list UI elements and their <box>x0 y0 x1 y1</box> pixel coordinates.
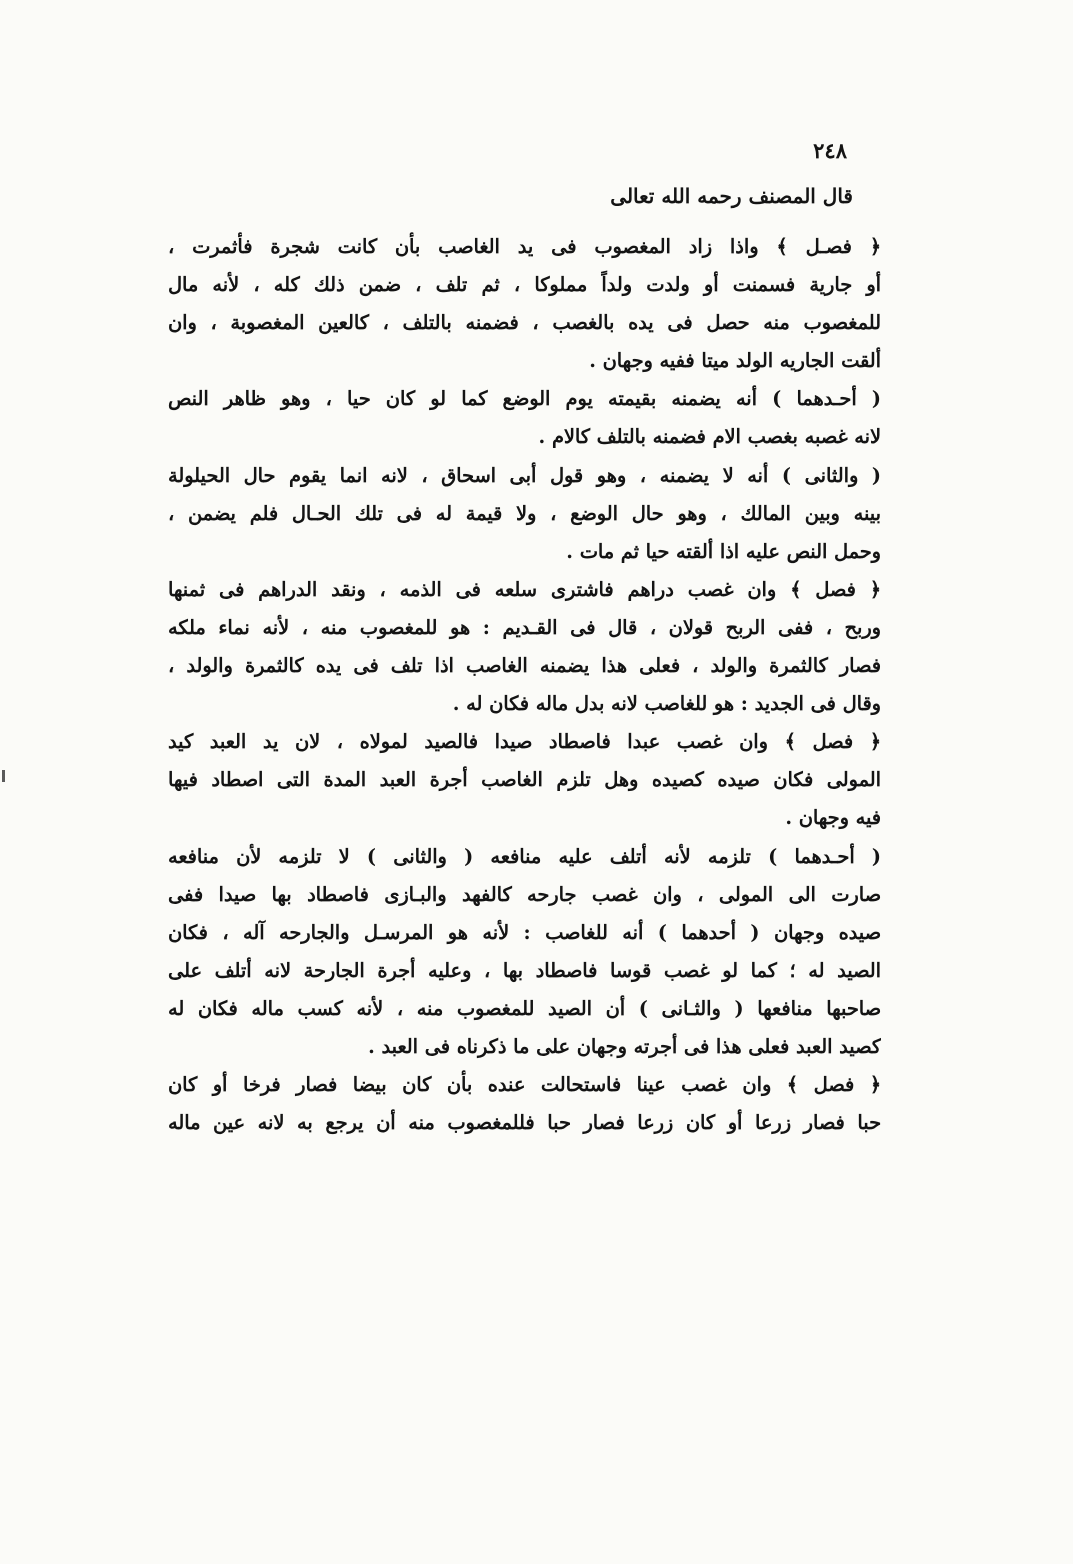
text-line: ﴿ فصل ﴾ وان غصب عينا فاستحالت عنده بأن كان بيضا فصار فرخا أو كان <box>168 1073 881 1097</box>
text-line: فيه وجهان . <box>785 806 881 830</box>
text-line: ﴿ فصل ﴾ وان غصب عبدا فاصطاد صيدا فالصيد لمولاه ، لان يد العبد كيد <box>168 730 881 754</box>
text-line: صيده وجهان ( أحدهما ) أنه للغاصب : لأنه هو المرسـل والجارحه آله ، فكان <box>168 920 881 944</box>
text-line: ﴿ فصل ﴾ وان غصب دراهم فاشترى سلعه فى الذمه ، ونقد الدراهم فى ثمنها <box>168 577 881 601</box>
text-line: ( أحـدهما ) أنه يضمنه بقيمته يوم الوضع كما لو كان حيا ، وهو ظاهر النص <box>168 387 881 411</box>
text-line: ( والثانى ) أنه لا يضمنه ، وهو قول أبى اسحاق ، لانه انما يقوم حال الحيلولة <box>168 463 881 487</box>
body-text <box>168 228 881 1142</box>
text-line: حبا فصار زرعا أو كان زرعا فصار حبا فللمغصوب منه أن يرجع به لانه عين ماله <box>168 1111 881 1135</box>
scan-margin-mark <box>2 770 5 782</box>
text-line: ﴿ فصـل ﴾ واذا زاد المغصوب فى يد الغاصب بأن كانت شجرة فأثمرت ، <box>168 235 881 258</box>
text-line: للمغصوب منه حصل فى يده بالغصب ، فضمنه بالتلف ، كالعين المغصوبة ، وان <box>168 311 881 335</box>
text-line: لانه غصبه بغصب الام فضمنه بالتلف كالام . <box>538 425 881 449</box>
text-line: صاحبها منافعها ( والثـانى ) أن الصيد للمغصوب منه ، لأنه كسب ماله فكان له <box>168 996 881 1020</box>
text-line: فصار كالثمرة والولد ، فعلى هذا يضمنه الغاصب اذا تلف فى يده كالثمرة والولد ، <box>168 654 881 678</box>
text-line: وحمل النص عليه اذا ألقته حيا ثم مات . <box>566 539 881 563</box>
text-line: صارت الى المولى ، وان غصب جارحه كالفهد والبـازى فاصطاد بها صيدا ففى <box>168 882 881 906</box>
text-line: ألقت الجاريه الولد ميتا ففيه وجهان . <box>589 349 881 373</box>
text-line: ( أحـدهما ) تلزمه لأنه أتلف عليه منافعه ( والثانى ) لا تلزمه لأن منافعه <box>168 844 881 868</box>
page-number: ٢٤٨ <box>813 138 847 163</box>
text-line: أو جارية فسمنت أو ولدت ولداً مملوكا ، ثم تلف ، ضمن ذلك كله ، لأنه مال <box>168 273 881 297</box>
text-line: الصيد له ؛ كما لو غصب قوسا فاصطاد بها ، وعليه أجرة الجارحة لانه أتلف على <box>168 958 881 982</box>
text-line: المولى فكان صيده كصيده وهل تلزم الغاصب أجرة العبد المدة التى اصطاد فيها <box>168 768 881 792</box>
section-heading: قال المصنف رحمه الله تعالى <box>610 184 853 208</box>
text-line: وربح ، ففى الربح قولان ، قال فى القـديم : هو للمغصوب منه ، لأنه نماء ملكه <box>168 615 881 639</box>
text-line: كصيد العبد فعلى هذا فى أجرته وجهان على ما ذكرناه فى العبد . <box>368 1034 881 1058</box>
text-line: بينه وبين المالك ، وهو حال الوضع ، ولا قيمة له فى تلك الحـال فلم يضمن ، <box>168 501 881 525</box>
text-line: وقال فى الجديد : هو للغاصب لانه بدل ماله فكان له . <box>452 692 881 716</box>
